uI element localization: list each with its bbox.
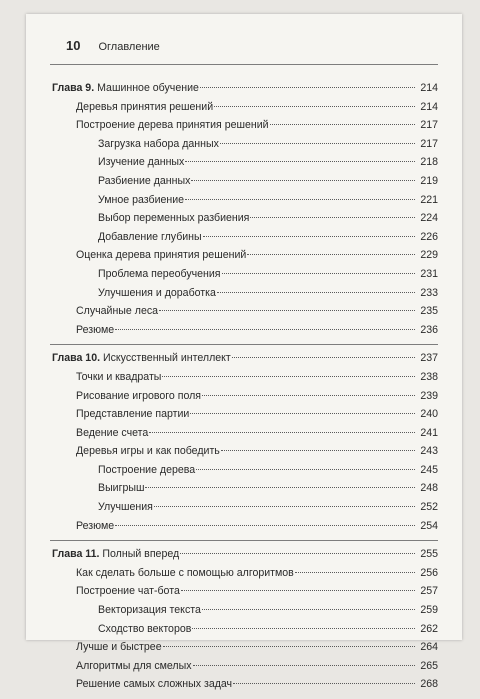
leader-dots (181, 590, 415, 591)
toc-page-number: 243 (420, 445, 438, 458)
toc-section-row[interactable] (50, 582, 438, 601)
leader-dots (159, 310, 415, 311)
toc-entry-title: Резюме (76, 519, 115, 532)
toc-section-row[interactable] (50, 517, 438, 536)
toc-page-number: 262 (420, 622, 438, 635)
toc-entry-title: Представление партии (76, 408, 190, 421)
leader-dots (200, 87, 415, 88)
toc-entry-title: Ведение счета (76, 426, 149, 439)
leader-dots (196, 469, 415, 470)
toc-subsection-row[interactable] (50, 209, 438, 228)
toc-entry-title: Случайные леса (76, 305, 159, 318)
toc-section-row[interactable] (50, 424, 438, 443)
toc-page-number: 235 (420, 305, 438, 318)
toc-entry-title: Добавление глубины (98, 230, 202, 243)
running-title: Оглавление (98, 41, 160, 53)
toc-subsection-row[interactable] (50, 172, 438, 191)
toc-entry-title: Решение самых сложных задач (76, 678, 233, 691)
leader-dots (162, 376, 415, 377)
toc-entry-title: Загрузка набора данных (98, 137, 219, 150)
leader-dots (149, 432, 415, 433)
leader-dots (180, 553, 415, 554)
toc-section-row[interactable] (50, 321, 438, 340)
toc-page-number: 218 (420, 156, 438, 169)
toc-section-row[interactable] (50, 657, 438, 676)
toc-entry-title: Изучение данных (98, 156, 185, 169)
page-number: 10 (66, 38, 81, 53)
toc-section-row[interactable] (50, 405, 438, 424)
toc-page-number: 245 (420, 463, 438, 476)
toc-page-number: 252 (420, 501, 438, 514)
chapter-label: Глава 10. (52, 352, 101, 365)
leader-dots (250, 217, 415, 218)
toc-page-number: 217 (420, 119, 438, 132)
leader-dots (221, 450, 415, 451)
toc-entry-title: Выбор переменных разбиения (98, 212, 250, 225)
leader-dots (193, 665, 415, 666)
toc-section-row[interactable] (50, 387, 438, 406)
toc-page-number: 238 (420, 370, 438, 383)
toc-subsection-row[interactable] (50, 265, 438, 284)
leader-dots (202, 609, 415, 610)
leader-dots (190, 413, 415, 414)
leader-dots (222, 273, 415, 274)
toc-chapter-title (52, 545, 179, 564)
chapter-name: Машинное обучение (97, 82, 199, 94)
toc-subsection-row[interactable] (50, 620, 438, 639)
chapter-label: Глава 9. (52, 82, 95, 94)
toc-entry-title: Умное разбиение (98, 193, 185, 206)
toc-entry-title: Проблема переобучения (98, 267, 221, 280)
toc-page-number: 214 (420, 82, 438, 94)
toc-entry-title: Разбиение данных (98, 174, 191, 187)
toc-entry-title: Улучшения и доработка (98, 286, 216, 299)
toc-section-row[interactable] (50, 246, 438, 265)
toc-page-number: 229 (420, 249, 438, 262)
leader-dots (232, 357, 415, 358)
toc-page-number: 248 (420, 482, 438, 495)
toc-subsection-row[interactable] (50, 135, 438, 154)
book-page (26, 14, 462, 691)
chapter-label: Глава 11. (52, 548, 100, 561)
leader-dots (202, 395, 415, 396)
leader-dots (163, 646, 415, 647)
leader-dots (233, 683, 415, 684)
leader-dots (214, 106, 415, 107)
toc-chapter-row[interactable] (50, 545, 438, 564)
leader-dots (191, 180, 415, 181)
toc-section-row[interactable] (50, 564, 438, 583)
toc-entry-title: Построение дерева принятия решений (76, 119, 269, 132)
chapter-block (50, 75, 438, 345)
leader-dots (145, 487, 415, 488)
toc-page-number: 217 (420, 137, 438, 150)
leader-dots (203, 236, 415, 237)
toc-entry-title: Лучше и быстрее (76, 641, 162, 654)
toc-page-number: 219 (420, 174, 438, 187)
leader-dots (154, 506, 415, 507)
toc-page-number: 231 (420, 267, 438, 280)
toc-page-number: 268 (420, 678, 438, 691)
toc-section-row[interactable] (50, 302, 438, 321)
toc-page-number: 256 (420, 566, 438, 579)
leader-dots (247, 254, 415, 255)
table-of-contents (50, 75, 438, 699)
toc-entry-title: Алгоритмы для смелых (76, 659, 192, 672)
toc-subsection-row[interactable] (50, 461, 438, 480)
toc-page-number: 236 (420, 323, 438, 336)
chapter-name: Полный вперед (102, 548, 180, 561)
toc-page-number: 259 (420, 604, 438, 617)
toc-page-number: 224 (420, 212, 438, 225)
toc-page-number: 233 (420, 286, 438, 299)
toc-entry-title: Деревья принятия решений (76, 100, 214, 113)
toc-entry-title: Оценка дерева принятия решений (76, 249, 247, 262)
chapter-name: Искусственный интеллект (103, 352, 231, 365)
chapter-block (50, 541, 438, 699)
header-rule (50, 64, 438, 65)
toc-chapter-row[interactable] (50, 79, 438, 98)
leader-dots (115, 329, 415, 330)
leader-dots (295, 572, 415, 573)
toc-subsection-row[interactable] (50, 228, 438, 247)
toc-page-number: 264 (420, 641, 438, 654)
toc-chapter-row[interactable] (50, 349, 438, 368)
toc-entry-title: Построение чат-бота (76, 585, 180, 598)
toc-page-number: 221 (420, 193, 438, 206)
toc-section-row[interactable] (50, 98, 438, 117)
toc-subsection-row[interactable] (50, 284, 438, 303)
toc-entry-title: Улучшения (98, 501, 153, 514)
leader-dots (270, 124, 415, 125)
toc-page-number: 237 (420, 352, 438, 365)
toc-page-number: 214 (420, 100, 438, 113)
page-header (50, 38, 438, 53)
toc-entry-title: Точки и квадраты (76, 370, 162, 383)
toc-page-number: 254 (420, 519, 438, 532)
leader-dots (217, 292, 415, 293)
toc-entry-title: Сходство векторов (98, 622, 192, 635)
toc-subsection-row[interactable] (50, 191, 438, 210)
toc-chapter-title (52, 79, 199, 98)
toc-subsection-row[interactable] (50, 498, 438, 517)
toc-page-number: 241 (420, 426, 438, 439)
toc-page-number: 239 (420, 389, 438, 402)
toc-section-row[interactable] (50, 116, 438, 135)
toc-section-row[interactable] (50, 368, 438, 387)
toc-subsection-row[interactable] (50, 153, 438, 172)
toc-section-row[interactable] (50, 442, 438, 461)
toc-page-number: 226 (420, 230, 438, 243)
toc-entry-title: Рисование игрового поля (76, 389, 202, 402)
toc-entry-title: Резюме (76, 323, 115, 336)
toc-entry-title: Как сделать больше с помощью алгоритмов (76, 566, 294, 579)
toc-section-row[interactable] (50, 638, 438, 657)
toc-page-number: 265 (420, 659, 438, 672)
leader-dots (192, 628, 415, 629)
leader-dots (220, 143, 415, 144)
toc-page-number: 240 (420, 408, 438, 421)
toc-page-number: 257 (420, 585, 438, 598)
toc-section-row[interactable] (50, 675, 438, 694)
toc-entry-title: Векторизация текста (98, 604, 201, 617)
leader-dots (185, 161, 415, 162)
toc-entry-title: Построение дерева (98, 463, 196, 476)
leader-dots (115, 525, 415, 526)
chapter-block (50, 345, 438, 541)
toc-chapter-title (52, 349, 231, 368)
toc-entry-title: Деревья игры и как победить (76, 445, 220, 458)
toc-subsection-row[interactable] (50, 479, 438, 498)
toc-page-number: 255 (420, 548, 438, 561)
toc-subsection-row[interactable] (50, 601, 438, 620)
toc-entry-title: Выигрыш (98, 482, 145, 495)
leader-dots (185, 199, 415, 200)
